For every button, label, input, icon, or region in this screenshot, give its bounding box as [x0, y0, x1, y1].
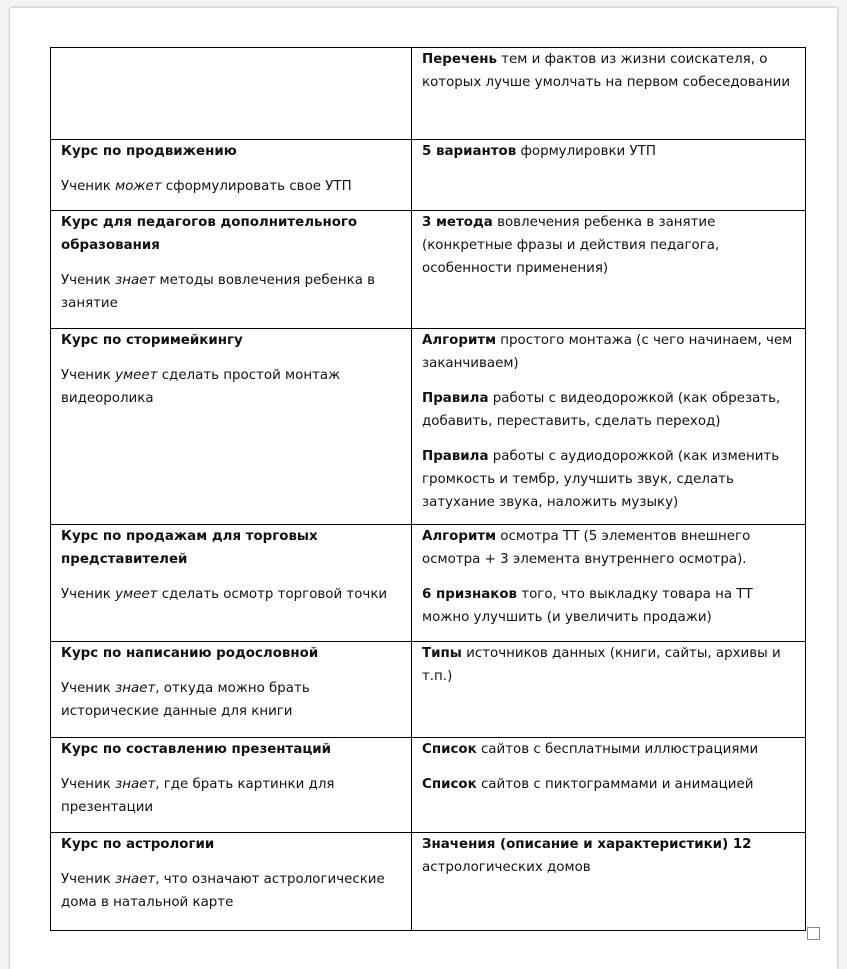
lead-magnet-cell[interactable]	[412, 211, 806, 329]
course-title: Курс по написанию родословной	[61, 646, 319, 661]
student-outcome: Ученик умеет сделать осмотр торговой точки	[61, 587, 388, 602]
lead-magnet-cell[interactable]	[412, 140, 806, 211]
lead-magnet-cell[interactable]	[412, 525, 806, 642]
table-row	[51, 525, 806, 642]
lead-magnet-item: Алгоритм осмотра ТТ (5 элементов внешнего осмотра + 3 элемента внутреннего осмотра).	[422, 529, 751, 567]
lead-magnet-item: Список сайтов с бесплатными иллюстрациями	[422, 742, 759, 757]
lead-magnet-cell[interactable]	[412, 642, 806, 738]
table-row	[51, 211, 806, 329]
course-cell[interactable]	[51, 833, 412, 931]
document-page	[10, 8, 837, 969]
lead-magnet-item: 3 метода вовлечения ребенка в занятие (конкретные фразы и действия педагога, особенности применения)	[422, 215, 720, 276]
lead-magnet-item: Перечень тем и фактов из жизни соискателя, о которых лучше умолчать на первом собеседовании	[422, 52, 791, 90]
course-title: Курс по составлению презентаций	[61, 742, 332, 757]
student-outcome: Ученик умеет сделать простой монтаж видеоролика	[61, 368, 341, 406]
course-cell[interactable]	[51, 211, 412, 329]
table-row	[51, 833, 806, 931]
course-cell[interactable]	[51, 140, 412, 211]
course-title: Курс по сторимейкингу	[61, 333, 243, 348]
course-cell[interactable]	[51, 48, 412, 140]
course-cell[interactable]	[51, 642, 412, 738]
course-cell[interactable]	[51, 525, 412, 642]
lead-magnet-item: Правила работы с видеодорожкой (как обрезать, добавить, переставить, сделать переход)	[422, 391, 781, 429]
course-title: Курс по продвижению	[61, 144, 237, 159]
lead-magnet-cell[interactable]	[412, 48, 806, 140]
lead-magnet-item: Алгоритм простого монтажа (с чего начинаем, чем заканчиваем)	[422, 333, 793, 371]
student-outcome: Ученик знает методы вовлечения ребенка в занятие	[61, 273, 376, 311]
course-title: Курс по астрологии	[61, 837, 215, 852]
student-outcome: Ученик знает, где брать картинки для презентации	[61, 777, 335, 815]
course-title: Курс для педагогов дополнительного образования	[61, 215, 358, 253]
student-outcome: Ученик знает, откуда можно брать исторические данные для книги	[61, 681, 310, 719]
lead-magnet-item: Правила работы с аудиодорожкой (как изменить громкость и тембр, улучшить звук, сделать затухание звука, наложить музыку)	[422, 449, 780, 510]
lead-magnet-cell[interactable]	[412, 329, 806, 525]
lead-magnet-item: Значения (описание и характеристики) 12 астрологических домов	[422, 837, 752, 875]
lead-magnet-item: Список сайтов с пиктограммами и анимацией	[422, 777, 754, 792]
lead-magnet-item: 5 вариантов формулировки УТП	[422, 144, 656, 159]
table-row	[51, 329, 806, 525]
lead-magnet-cell[interactable]	[412, 833, 806, 931]
content-table	[50, 47, 806, 931]
lead-magnet-item: 6 признаков того, что выкладку товара на ТТ можно улучшить (и увеличить продажи)	[422, 587, 753, 625]
course-title: Курс по продажам для торговых представителей	[61, 529, 318, 567]
table-row	[51, 48, 806, 140]
student-outcome: Ученик может сформулировать свое УТП	[61, 179, 352, 194]
table-row	[51, 642, 806, 738]
table-row	[51, 738, 806, 833]
table-resize-handle[interactable]	[807, 927, 820, 940]
table-row	[51, 140, 806, 211]
course-cell[interactable]	[51, 738, 412, 833]
student-outcome: Ученик знает, что означают астрологические дома в натальной карте	[61, 872, 385, 910]
course-cell[interactable]	[51, 329, 412, 525]
lead-magnet-cell[interactable]	[412, 738, 806, 833]
lead-magnet-item: Типы источников данных (книги, сайты, архивы и т.п.)	[422, 646, 781, 684]
